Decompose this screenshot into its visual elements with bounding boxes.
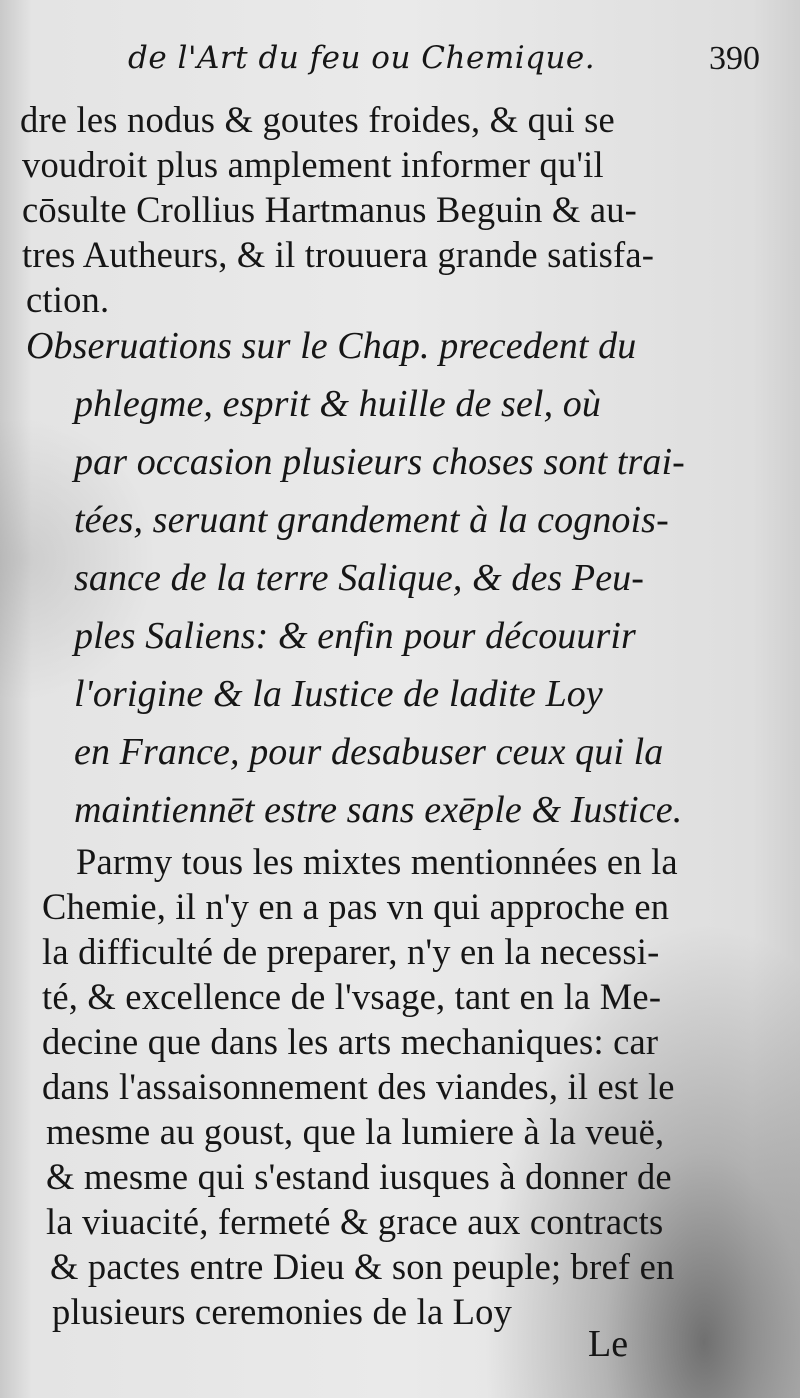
- body-line: decine que dans les arts mechaniques: car: [42, 1021, 659, 1062]
- body-line: té, & excellence de l'vsage, tant en la Me-: [42, 976, 662, 1017]
- body-line: Chemie, il n'y en a pas vn qui approche en: [42, 886, 670, 927]
- body-line: Parmy tous les mixtes mentionnées en la: [76, 841, 678, 882]
- section-heading-line: Obseruations sur le Chap. precedent du: [26, 325, 637, 367]
- continuation-line: dre les nodus & goutes froides, & qui se: [20, 99, 615, 140]
- body-line: la viuacité, fermeté & grace aux contracts: [46, 1201, 664, 1242]
- body-line: dans l'assaisonnement des viandes, il est le: [42, 1066, 675, 1107]
- section-heading-line: en France, pour desabuser ceux qui la: [74, 731, 664, 773]
- page-number: 390: [709, 40, 760, 77]
- section-heading-line: par occasion plusieurs choses sont trai-: [74, 441, 685, 483]
- continuation-line: tres Autheurs, & il trouuera grande satisfa-: [22, 234, 655, 275]
- body-line: mesme au goust, que la lumiere à la veuë,: [46, 1111, 665, 1152]
- section-heading-line: tées, seruant grandement à la cognois-: [74, 499, 669, 541]
- body-line: & mesme qui s'estand iusques à donner de: [46, 1156, 672, 1197]
- section-heading-line: sance de la terre Salique, & des Peu-: [74, 557, 645, 599]
- body-line: plusieurs ceremonies de la Loy: [52, 1291, 513, 1332]
- body-line: & pactes entre Dieu & son peuple; bref en: [50, 1246, 675, 1287]
- section-heading-line: phlegme, esprit & huille de sel, où: [74, 383, 601, 425]
- catchword: Le: [588, 1323, 629, 1365]
- section-heading-line: l'origine & la Iustice de ladite Loy: [74, 673, 603, 715]
- section-heading-line: ples Saliens: & enfin pour découurir: [74, 615, 636, 657]
- running-title: de l'Art du feu ou Chemique.: [128, 40, 596, 76]
- continuation-line: ction.: [26, 279, 110, 320]
- section-heading-line: maintiennēt estre sans exēple & Iustice.: [74, 789, 683, 831]
- continuation-line: cōsulte Crollius Hartmanus Beguin & au-: [22, 189, 638, 230]
- body-line: la difficulté de preparer, n'y en la necessi-: [42, 931, 660, 972]
- continuation-line: voudroit plus amplement informer qu'il: [22, 144, 604, 185]
